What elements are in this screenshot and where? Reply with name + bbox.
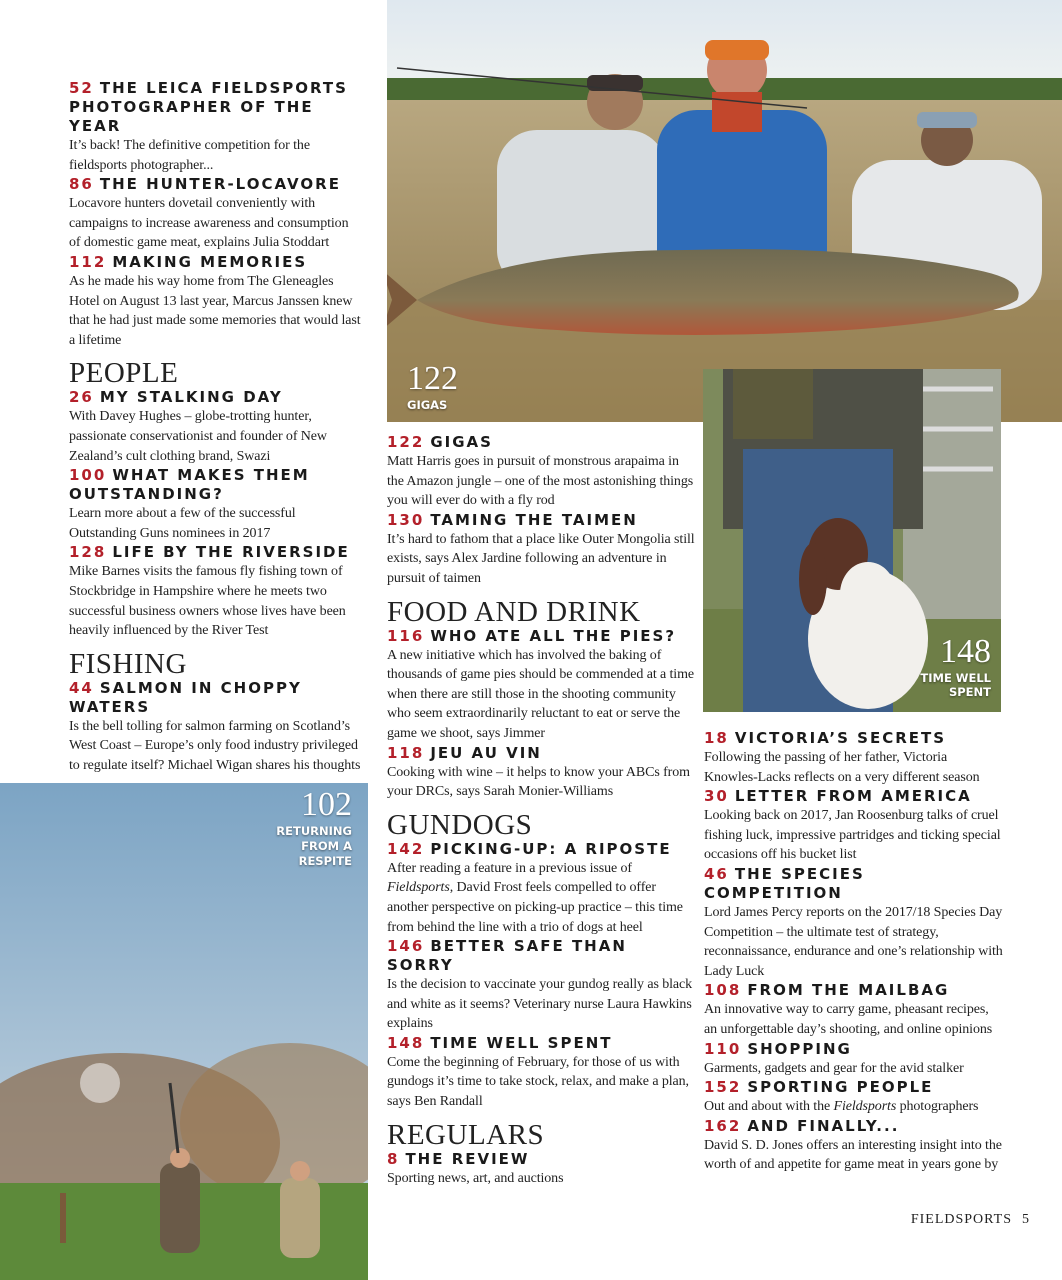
entry-description: Sporting news, art, and auctions <box>387 1170 564 1186</box>
arapaima-illustration <box>387 0 1062 422</box>
entry-title: THE REVIEW <box>405 1149 530 1168</box>
entry-description: Mike Barnes visits the famous fly fishing town of Stockbridge in Hampshire where he meets two successful business owners whose lives have been heavily influenced by the River Test <box>69 564 346 639</box>
entry-title: LIFE BY THE RIVERSIDE <box>112 543 350 562</box>
entry-title: SALMON IN CHOPPY WATERS <box>69 678 302 716</box>
entry-description: With Davey Hughes – globe-trotting hunter, passionate conservationist and founder of New Zealand’s cult clothing brand, Swazi <box>69 409 327 464</box>
page-number: 128 <box>69 543 107 562</box>
entry-description: Following the passing of her father, Victoria Knowles-Lacks reflects on a very different season <box>704 750 980 785</box>
entry-description <box>387 859 695 937</box>
page-number: 116 <box>387 626 425 645</box>
entry-description: A new initiative which has involved the baking of thousands of game pies should be commended at a time when there are still those in the shooting community who seem extraordinarily reluctant to eat or serve the game we shoot, says Jimmer <box>387 647 695 741</box>
contents-entry[interactable] <box>704 729 1004 787</box>
entry-description: Cooking with wine – it helps to know your ABCs from your DRCs, says Sarah Monier-Williams <box>387 764 690 800</box>
entry-title: THE HUNTER-LOCAVORE <box>99 175 341 194</box>
description-text: After reading a feature in a previous issue of <box>387 860 632 876</box>
section-heading-fishing: FISHING <box>69 647 187 680</box>
entry-title: THE LEICA FIELDSPORTS PHOTOGRAPHER OF THE YEAR <box>69 79 348 135</box>
section-heading-gundogs: GUNDOGS <box>387 808 533 841</box>
entry-title: JEU AU VIN <box>430 743 542 762</box>
entry-title: SPORTING PEOPLE <box>747 1078 934 1097</box>
entry-title: FROM THE MAILBAG <box>747 981 950 1000</box>
shoot-photo-caption-2: FROM A <box>301 839 352 853</box>
magazine-name: Fieldsports <box>387 880 450 896</box>
folio-number: 5 <box>1022 1212 1030 1227</box>
entry-title: WHO ATE ALL THE PIES? <box>430 626 677 645</box>
entry-description: Come the beginning of February, for those of us with gundogs it’s time to take stock, relax, and make a plan, says Ben Randall <box>387 1054 689 1110</box>
page-number: 108 <box>704 981 742 1000</box>
page-number: 18 <box>704 729 729 747</box>
entry-description: An innovative way to carry game, pheasant recipes, an unforgettable day’s shooting, and online opinions <box>704 1002 993 1037</box>
contents-entry[interactable] <box>387 627 695 744</box>
page-number: 162 <box>704 1116 742 1135</box>
contents-entry[interactable] <box>387 433 695 511</box>
entry-description: Matt Harris goes in pursuit of monstrous arapaima in the Amazon jungle – one of the most astonishing things you will ever do with a fly rod <box>387 454 694 509</box>
contents-entry[interactable] <box>387 1150 695 1189</box>
entry-description: It’s back! The definitive competition for the fieldsports photographer... <box>69 138 310 173</box>
entry-title: WHAT MAKES THEM OUTSTANDING? <box>69 466 310 504</box>
entry-description: Is the decision to vaccinate your gundog really as black and white as it seems? Veterinary nurse Laura Hawkins explains <box>387 977 693 1032</box>
entry-title: LETTER FROM AMERICA <box>734 787 972 806</box>
page-number: 110 <box>704 1039 742 1058</box>
description-text: Out and about with the <box>704 1099 834 1115</box>
contents-entry[interactable] <box>387 840 695 937</box>
page-number: 112 <box>69 252 107 271</box>
shoot-photo-caption-3: RESPITE <box>298 854 352 868</box>
arapaima-photo <box>387 0 1062 422</box>
magazine-name: Fieldsports <box>833 1099 897 1115</box>
contents-entry[interactable] <box>704 865 1004 981</box>
entry-description: Lord James Percy reports on the 2017/18 Species Day Competition – the ultimate test of strategy, reconnaissance, endurance and one’s relationship with Lady Luck <box>704 904 1003 979</box>
entry-title: PICKING-UP: A RIPOSTE <box>430 839 672 858</box>
contents-entry[interactable] <box>387 744 695 802</box>
contents-entry[interactable] <box>387 1034 695 1112</box>
page-number: 46 <box>704 864 729 883</box>
entry-title: TIME WELL SPENT <box>430 1033 613 1052</box>
spaniel-photo <box>703 369 1001 712</box>
entry-title: VICTORIA’S SECRETS <box>734 729 947 747</box>
contents-entry[interactable] <box>387 937 695 1034</box>
description-text: , David Frost feels compelled to offer another perspective on picking-up practice – this time from behind the line with a trio of dogs at heel <box>387 880 683 935</box>
entry-description: Locavore hunters dovetail conveniently with campaigns to increase awareness and consumption of domestic game meat, explains Julia Stoddart <box>69 196 349 251</box>
dog-photo-caption-2: SPENT <box>948 685 991 699</box>
section-heading-people: PEOPLE <box>69 357 179 390</box>
page-number: 148 <box>387 1033 425 1052</box>
contents-entry[interactable] <box>704 1040 1004 1079</box>
entry-description: David S. D. Jones offers an interesting insight into the worth of and appetite for game meat in years gone by <box>704 1137 1002 1173</box>
contents-entry[interactable] <box>69 466 363 543</box>
shoot-photo-number: 102 <box>301 786 352 823</box>
page-number: 130 <box>387 510 425 529</box>
entry-description: Looking back on 2017, Jan Roosenburg talks of cruel fishing luck, impressive partridges and ticking special occasions off his bucket list <box>704 808 1001 863</box>
dog-photo-caption-1: TIME WELL <box>920 671 991 685</box>
page-number: 44 <box>69 678 94 697</box>
page-number: 86 <box>69 175 94 194</box>
entry-description: It’s hard to fathom that a place like Outer Mongolia still exists, says Alex Jardine following an adventure in pursuit of taimen <box>387 531 695 586</box>
entry-title: AND FINALLY... <box>747 1116 900 1135</box>
entry-title: GIGAS <box>430 433 493 451</box>
contents-entry[interactable] <box>704 1078 1004 1117</box>
fish-photo-number: 122 <box>407 360 458 397</box>
dog-photo-number: 148 <box>940 633 991 670</box>
contents-entry[interactable] <box>69 679 363 776</box>
page-number: 100 <box>69 466 107 485</box>
fish-photo-caption: GIGAS <box>407 398 448 412</box>
page-number: 122 <box>387 433 425 451</box>
page-number: 152 <box>704 1078 742 1097</box>
entry-description: Garments, gadgets and gear for the avid stalker <box>704 1060 964 1076</box>
contents-entry[interactable] <box>704 981 1004 1039</box>
shoot-photo-caption-1: RETURNING <box>276 824 352 838</box>
page-number: 52 <box>69 79 94 97</box>
magazine-title: FIELDSPORTS <box>910 1212 1012 1227</box>
left-column <box>69 79 363 775</box>
page-number: 30 <box>704 787 729 806</box>
contents-entry[interactable] <box>69 253 363 350</box>
entry-title: THE SPECIES COMPETITION <box>704 864 865 902</box>
middle-column <box>387 433 695 1188</box>
entry-description: Is the bell tolling for salmon farming on Scotland’s West Coast – Europe’s only food industry privileged to regulate itself? Michael Wigan shares his thoughts <box>69 718 361 773</box>
page-number: 146 <box>387 937 425 956</box>
contents-entry[interactable] <box>387 511 695 589</box>
page-number: 8 <box>387 1149 400 1168</box>
section-heading-food-and-drink: FOOD AND DRINK <box>387 595 641 628</box>
entry-title: MY STALKING DAY <box>99 388 283 407</box>
entry-description <box>704 1097 1004 1117</box>
contents-entry[interactable] <box>704 1117 1004 1175</box>
description-text: photographers <box>896 1099 979 1115</box>
page-number: 118 <box>387 743 425 762</box>
contents-entry[interactable] <box>69 175 363 253</box>
entry-title: BETTER SAFE THAN SORRY <box>387 937 627 975</box>
page-footer <box>911 1212 1030 1228</box>
section-heading-regulars: REGULARS <box>387 1118 545 1151</box>
entry-title: TAMING THE TAIMEN <box>430 510 638 529</box>
contents-entry[interactable] <box>69 79 363 175</box>
entry-title: MAKING MEMORIES <box>112 252 308 271</box>
shooting-photo <box>0 783 368 1280</box>
right-column <box>704 729 1004 1175</box>
contents-entry[interactable] <box>69 543 363 640</box>
contents-entry[interactable] <box>69 388 363 466</box>
entry-title: SHOPPING <box>747 1039 852 1058</box>
contents-entry[interactable] <box>704 787 1004 865</box>
page-number: 142 <box>387 839 425 858</box>
entry-description: As he made his way home from The Gleneagles Hotel on August 13 last year, Marcus Janssen knew that he had just made some memories that would last a lifetime <box>69 273 361 348</box>
page-number: 26 <box>69 388 94 407</box>
entry-description: Learn more about a few of the successful Outstanding Guns nominees in 2017 <box>69 506 296 541</box>
